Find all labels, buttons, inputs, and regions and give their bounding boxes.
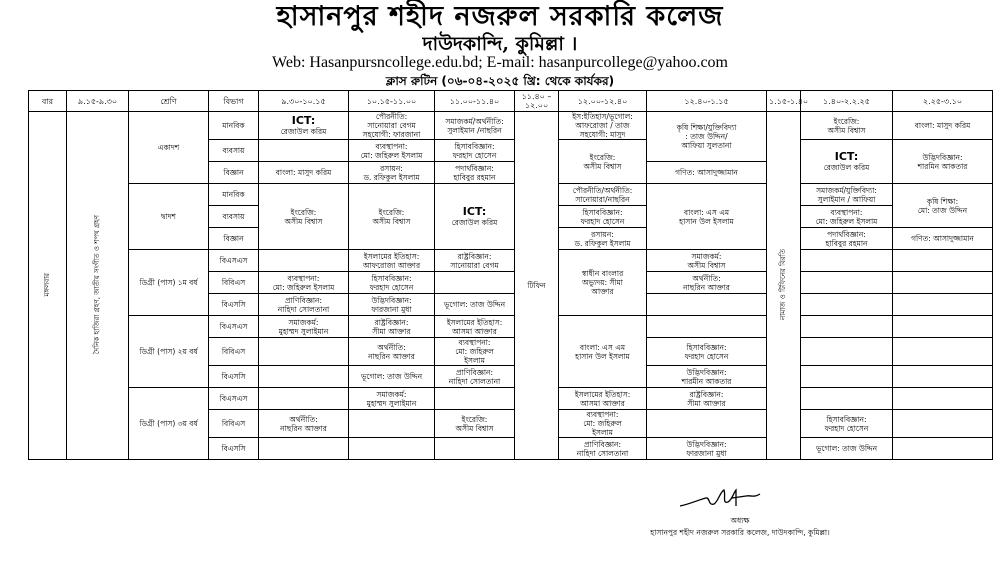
routine-cell (893, 388, 993, 410)
routine-cell (647, 410, 767, 438)
routine-cell: হিসাববিজ্ঞান: ফরহাদ হোসেন (435, 140, 515, 162)
routine-cell: ভূগোল: তাজ উদ্দিন (349, 366, 435, 388)
routine-cell: ইসলামের ইতিহাস: আসমা আক্তার (559, 388, 647, 410)
dept-cell: মানবিক (209, 184, 259, 206)
routine-cell: সমাজকর্ম: মুহাম্মদ সুলাইমান (259, 316, 349, 338)
routine-cell (259, 338, 349, 366)
header-day: বার (29, 91, 67, 112)
routine-cell (801, 338, 893, 366)
header-t0: ৯.১৫-৯.৩০ (67, 91, 129, 112)
table-row (29, 388, 993, 410)
dept-cell: বিএসএস (209, 250, 259, 272)
routine-cell (259, 366, 349, 388)
routine-cell (801, 294, 893, 316)
routine-cell: উদ্ভিদবিজ্ঞান: ফারজানা মুধা (349, 294, 435, 316)
dept-cell: বিএসসি (209, 294, 259, 316)
subject-ict: ICT: (834, 150, 859, 163)
routine-cell: সমাজকর্ম/অর্থনীতি: সুলাইমান /নাছরিন (435, 112, 515, 140)
routine-cell: বাংলা: এস এম হাসান উল ইসলাম (559, 316, 647, 388)
header-dept: বিভাগ (209, 91, 259, 112)
routine-cell (259, 438, 349, 460)
signature-stroke (680, 490, 760, 506)
routine-cell: ব্যবস্থাপনা: মো: জহিরুল ইসলাম (559, 410, 647, 438)
header-row (29, 91, 993, 112)
routine-cell: অর্থনীতি: নাছরিন আক্তার (259, 410, 349, 438)
routine-cell: রাষ্ট্রবিজ্ঞান: সীমা আক্তার (647, 388, 767, 410)
class-cell: ডিগ্রী (পাস) ১ম বর্ষ (129, 250, 209, 316)
assembly-label: দৈনিক হাজিরা গ্রহণ, জাতীয় সংগীত ও শপথ গ্রহণ (93, 214, 101, 355)
routine-title: ক্লাস রুটিন (০৬-০৪-২০২৫ খ্রি: থেকে কার্যকর) (385, 74, 615, 88)
class-cell: ডিগ্রী (পাস) ২য় বর্ষ (129, 316, 209, 388)
routine-cell: পদার্থবিজ্ঞান: হাবিবুর রহমান (801, 228, 893, 250)
routine-cell (801, 316, 893, 338)
header-p6: ১২.৪০-১.১৫ (647, 91, 767, 112)
routine-cell: উদ্ভিদবিজ্ঞান: শারমীন আকতার (647, 366, 767, 388)
routine-cell (435, 438, 515, 460)
table-row (29, 250, 993, 272)
class-cell: একাদশ (129, 112, 209, 184)
routine-cell (801, 388, 893, 410)
dept-cell: মানবিক (209, 112, 259, 140)
dept-cell: বিএসএস (209, 388, 259, 410)
routine-cell: রসায়ন: ড. রফিকুল ইসলাম (559, 228, 647, 250)
routine-cell (435, 272, 515, 294)
dept-cell: বিজ্ঞান (209, 228, 259, 250)
routine-cell: রাষ্ট্রবিজ্ঞান: সানোয়ারা বেগম (435, 250, 515, 272)
header-p2: ১০.১৫-১১.০০ (349, 91, 435, 112)
routine-cell (893, 338, 993, 366)
subject-ict: ICT: (462, 205, 487, 218)
tiffin-cell: টিফিন (515, 112, 559, 460)
dept-cell: ব্যবসায় (209, 140, 259, 162)
header-p5: ১২.০০-১২.৪০ (559, 91, 647, 112)
routine-cell: ইংরেজি: অসীম বিশ্বাস (435, 410, 515, 438)
routine-cell: ভূগোল: তাজ উদ্দিন (801, 438, 893, 460)
routine-cell: রাষ্ট্রবিজ্ঞান: সীমা আক্তার (349, 316, 435, 338)
routine-cell: অর্থনীতি: নাছরিন আক্তার (349, 338, 435, 366)
dept-cell: বিএসসি (209, 438, 259, 460)
routine-cell: ইংরেজি: অসীম বিশ্বাস (559, 140, 647, 184)
routine-cell: সমাজকর্ম: মুহাম্মদ সুলাইমান (349, 388, 435, 410)
prayer-cell (767, 112, 801, 460)
routine-cell: ইসলামের ইতিহাস: আসমা আক্তার (435, 316, 515, 338)
routine-cell: পৌরনীতি/অর্থনীতি: সানোয়ারা/নাছরিন (559, 184, 647, 206)
routine-cell: পদার্থবিজ্ঞান: হাবিবুর রহমান (435, 162, 515, 184)
college-address: দাউদকান্দি, কুমিল্লা । (422, 33, 578, 55)
subject-ict: ICT: (291, 114, 316, 127)
teacher-name: রেজাউল করিম (823, 163, 870, 172)
routine-cell (259, 250, 349, 272)
teacher-name: রেজাউল করিম (451, 218, 498, 227)
teacher-name: রেজাউল করিম (280, 127, 327, 136)
routine-cell: ইংরেজি: অসীম বিশ্বাস (259, 184, 349, 250)
principal-label: অধ্যক্ষ (730, 516, 750, 525)
routine-cell: প্রাণিবিজ্ঞান: নাহিদা সোলতানা (259, 294, 349, 316)
routine-cell (893, 410, 993, 438)
routine-cell (259, 388, 349, 410)
routine-cell: হিসাববিজ্ঞান: ফরহাদ হোসেন (801, 410, 893, 438)
header-p9: ২.২৫-৩.১০ (893, 91, 993, 112)
dept-cell: বিএসএস (209, 316, 259, 338)
routine-cell (259, 112, 349, 140)
routine-cell (435, 388, 515, 410)
routine-cell: গণিত: আসাদুজ্জামান (893, 228, 993, 250)
assembly-cell (67, 112, 129, 460)
routine-cell: ব্যবস্থাপনা: মো: জহিরুল ইসলাম (259, 272, 349, 294)
routine-cell (893, 366, 993, 388)
dept-cell: বিবিএস (209, 410, 259, 438)
header-p4: ১১.৪০ – ১২.০০ (515, 91, 559, 112)
routine-cell: বাংলা: মাসুদ করিম (893, 112, 993, 140)
header-class: শ্রেণি (129, 91, 209, 112)
dept-cell: বিবিএস (209, 338, 259, 366)
dept-cell: বিবিএস (209, 272, 259, 294)
prayer-label: নামাজ ও টিফিনের বিরতি (779, 249, 787, 320)
college-title: হাসানপুর শহীদ নজরুল সরকারি কলেজ (276, 1, 724, 32)
routine-cell (647, 294, 767, 316)
routine-cell (801, 366, 893, 388)
footer-college: হাসানপুর শহীদ নজরুল সরকারি কলেজ, দাউদকান্দি, কুমিল্লা। (650, 528, 830, 537)
routine-cell: রসায়ন: ড. রফিকুল ইসলাম (349, 162, 435, 184)
table-row (29, 316, 993, 338)
routine-cell (801, 250, 893, 272)
dept-cell: ব্যবসায় (209, 206, 259, 228)
principal-signature (676, 484, 766, 514)
routine-cell (647, 316, 767, 338)
routine-cell: হিসাববিজ্ঞান: ফরহাদ হোসেন (647, 338, 767, 366)
routine-cell: অর্থনীতি: নাছরিন আক্তার (647, 272, 767, 294)
table-row (29, 112, 993, 140)
routine-cell: গণিত: আসাদুজ্জামান (647, 162, 767, 184)
routine-cell: স্বাধীন বাংলার অভ্যুদয়: সীমা আক্তার (559, 250, 647, 316)
table-row (29, 184, 993, 206)
day-label: মঙ্গলবার (43, 272, 51, 297)
dept-cell: বিজ্ঞান (209, 162, 259, 184)
routine-cell: হিসাববিজ্ঞান: ফরহাদ হোসেন (349, 272, 435, 294)
routine-cell: কৃষি শিক্ষা: মো: তাজ উদ্দিন (893, 184, 993, 228)
routine-cell: সমাজকর্ম: অসীম বিশ্বাস (647, 250, 767, 272)
header-p7: ১.১৫-১.৪০ (767, 91, 801, 112)
routine-cell: ইসলামের ইতিহাস: আফরোজা আক্তার (349, 250, 435, 272)
routine-cell: ব্যবস্থাপনা: মো: জহিরুল ইসলাম (801, 206, 893, 228)
routine-cell (349, 410, 435, 438)
routine-cell (435, 184, 515, 250)
routine-cell: সমাজকর্ম/যুক্তিবিদ্যা: সুলাইমান / আফিয়া (801, 184, 893, 206)
header-p8: ১.৪০-২.২.২৫ (801, 91, 893, 112)
routine-cell: ব্যবস্থাপনা: মো: জহিরুল ইসলাম (349, 140, 435, 162)
contact-line: Web: Hasanpursncollege.edu.bd; E-mail: hasanpurcollege@yahoo.com (272, 54, 728, 71)
routine-cell: ইংরেজি: অসীম বিশ্বাস (801, 112, 893, 140)
routine-cell: হিসাববিজ্ঞান: ফরহাদ হোসেন (559, 206, 647, 228)
routine-cell: উদ্ভিদবিজ্ঞান: ফারজানা মুধা (647, 438, 767, 460)
routine-cell: প্রাণিবিজ্ঞান: নাহিদা সোলতানা (435, 366, 515, 388)
routine-cell: পৌরনীতি: সানোয়ারা বেগম সহযোগী: ফারজানা (349, 112, 435, 140)
routine-cell: বাংলা: এস এম হাসান উল ইসলাম (647, 184, 767, 250)
routine-cell (801, 140, 893, 184)
routine-cell (893, 316, 993, 338)
routine-cell: ইস:ইতিহাস/ভূগোল: আফরোজা / তাজ সহযোগী: মাসুদ (559, 112, 647, 140)
class-cell: ডিগ্রী (পাস) ৩য় বর্ষ (129, 388, 209, 460)
routine-cell: ব্যবস্থাপনা: মো: জহিরুল ইসলাম (435, 338, 515, 366)
class-cell: দ্বাদশ (129, 184, 209, 250)
day-cell (29, 112, 67, 460)
header-p3: ১১.০০-১১.৪০ (435, 91, 515, 112)
routine-cell: বাংলা: মাসুদ করিম (259, 162, 349, 184)
routine-cell (259, 140, 349, 162)
routine-cell: ভূগোল: তাজ উদ্দিন (435, 294, 515, 316)
routine-cell (893, 272, 993, 294)
routine-cell (349, 438, 435, 460)
routine-cell (801, 272, 893, 294)
routine-cell: ইংরেজি: অসীম বিশ্বাস (349, 184, 435, 250)
dept-cell: বিএসসি (209, 366, 259, 388)
header-p1: ৯.৩০-১০.১৫ (259, 91, 349, 112)
routine-cell: কৃষি শিক্ষা/যুক্তিবিদ্যা : তাজ উদ্দিন/ আফিয়া সুলতানা (647, 112, 767, 162)
routine-cell (893, 438, 993, 460)
routine-cell: প্রাণিবিজ্ঞান: নাহিদা সোলতানা (559, 438, 647, 460)
routine-cell (893, 250, 993, 272)
class-routine-table (28, 90, 993, 460)
routine-cell: উদ্ভিদবিজ্ঞান: শারমিন আকতার (893, 140, 993, 184)
routine-cell (893, 294, 993, 316)
